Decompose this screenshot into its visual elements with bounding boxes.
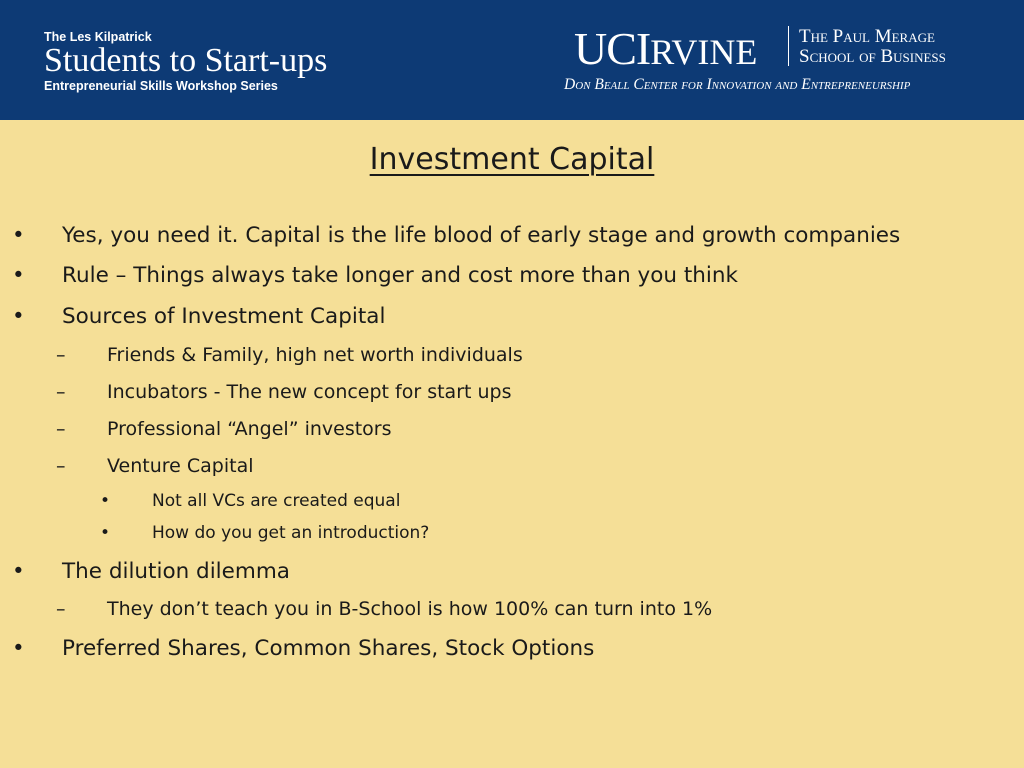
uci-logo-rvine: RVINE xyxy=(650,32,758,72)
bullet-text: Rule – Things always take longer and cost more than you think xyxy=(62,263,738,288)
school-line-2: School of Business xyxy=(799,46,946,67)
dash-marker: – xyxy=(56,418,66,440)
bullet-marker: • xyxy=(12,636,25,661)
dash-marker: – xyxy=(56,344,66,366)
series-subtitle: Entrepreneurial Skills Workshop Series xyxy=(44,79,278,93)
bullet-text: The dilution dilemma xyxy=(62,559,290,584)
bullet-text: Yes, you need it. Capital is the life blood of early stage and growth companies xyxy=(62,223,901,248)
center-name: Don Beall Center for Innovation and Entrepreneurship xyxy=(564,76,911,93)
dash-marker: – xyxy=(56,455,66,477)
bullet-text: Preferred Shares, Common Shares, Stock Options xyxy=(62,636,595,661)
bullet-text: Sources of Investment Capital xyxy=(62,304,386,329)
sub-bullet-text: Friends & Family, high net worth individuals xyxy=(107,344,523,366)
bullet-marker: • xyxy=(100,491,111,511)
series-title: Students to Start-ups xyxy=(44,42,328,79)
presenter-name: The Les Kilpatrick xyxy=(44,30,152,44)
bullet-marker: • xyxy=(12,304,25,329)
bullet-marker: • xyxy=(12,263,25,288)
sub-bullet-text: They don’t teach you in B-School is how 100% can turn into 1% xyxy=(107,598,713,620)
bullet-marker: • xyxy=(12,223,25,248)
bullet-marker: • xyxy=(12,559,25,584)
sub-bullet-text: Incubators - The new concept for start ups xyxy=(107,381,512,403)
bullet-marker: • xyxy=(100,523,111,543)
sub-sub-bullet-text: How do you get an introduction? xyxy=(152,523,430,543)
school-line-1: The Paul Merage xyxy=(799,26,935,47)
sub-bullet-text: Venture Capital xyxy=(107,455,254,477)
dash-marker: – xyxy=(56,598,66,620)
uci-logo-i: I xyxy=(635,23,651,74)
sub-bullet-text: Professional “Angel” investors xyxy=(107,418,392,440)
uci-logo-uc: UC xyxy=(574,23,636,74)
slide-title: Investment Capital xyxy=(369,142,655,177)
sub-sub-bullet-text: Not all VCs are created equal xyxy=(152,491,401,511)
dash-marker: – xyxy=(56,381,66,403)
